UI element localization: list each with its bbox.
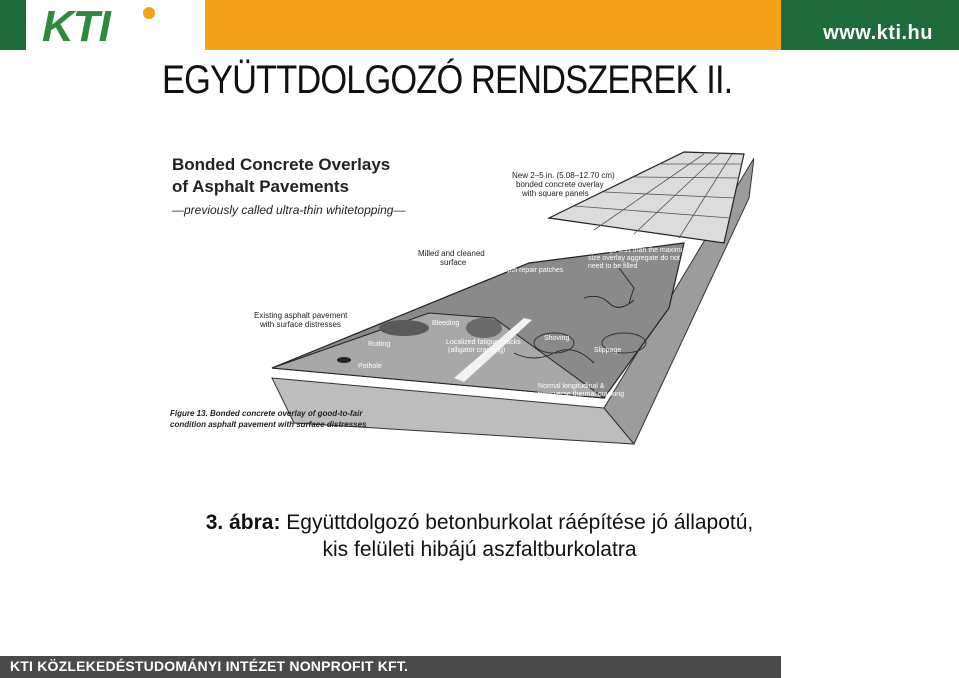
logo-area (0, 0, 205, 50)
header-bar (0, 0, 959, 50)
figure-heading-1: Bonded Concrete Overlays (172, 155, 391, 174)
orange-band (205, 0, 781, 50)
label-new-overlay-1: New 2–5 in. (5.08–12.70 cm) (512, 171, 615, 180)
caption-line-1 (0, 509, 959, 536)
label-normal-cracks-3: size overlay aggregate do not (588, 255, 680, 262)
label-normal-cracks-1: Normal cracks with (588, 239, 648, 246)
label-pothole: Pothole (358, 363, 382, 370)
label-normal-cracks-4: need to be filled (588, 263, 638, 270)
figure-subheading: —previously called ultra-thin whitetopping— (172, 203, 406, 217)
bleeding-patch (379, 320, 429, 336)
label-slippage: Slippage (594, 347, 622, 354)
label-bleeding: Bleeding (432, 320, 460, 327)
label-existing-1: Existing asphalt pavement (254, 311, 348, 320)
figure-caption-1: Figure 13. Bonded concrete overlay of good-to-fair (170, 409, 363, 418)
website-url: www.kti.hu (823, 22, 933, 44)
kti-logo: KTI (42, 2, 110, 51)
label-thermal-2: transverse thermal cracking (538, 391, 624, 398)
label-shoving: Shoving (544, 335, 570, 342)
url-band (781, 0, 959, 50)
label-milled-2: surface (440, 258, 467, 267)
label-full-depth: Full-depth repair patches (486, 267, 564, 274)
footer-bar (0, 656, 781, 678)
logo-strip (0, 0, 26, 50)
label-new-overlay-2: bonded concrete overlay (516, 180, 604, 189)
alligator-patch (466, 318, 502, 338)
pothole-patch (337, 357, 351, 363)
pavement-illustration (164, 148, 754, 448)
label-localized-2: (alligator cracking) (448, 347, 506, 354)
slide-caption (0, 509, 959, 563)
caption-line-2: kis felületi hibájú aszfaltburkolatra (322, 538, 637, 561)
caption-text-1: Együttdolgozó betonburkolat ráépítése jó állapotú, (280, 511, 754, 534)
logo-dot-icon (143, 7, 155, 19)
label-milled-1: Milled and cleaned (418, 249, 485, 258)
label-new-overlay-3: with square panels (522, 189, 589, 198)
caption-prefix: 3. ábra: (205, 511, 281, 534)
label-existing-2: with surface distresses (260, 320, 341, 329)
pavement-figure (164, 148, 754, 448)
slide-title: EGYÜTTDOLGOZÓ RENDSZEREK II. (162, 58, 733, 102)
figure-heading-2: of Asphalt Pavements (172, 177, 349, 196)
label-thermal-1: Normal longitudinal & (538, 383, 605, 390)
label-rutting: Rutting (368, 341, 391, 348)
footer-text: KTI KÖZLEKEDÉSTUDOMÁNYI INTÉZET NONPROFIT KFT. (10, 658, 409, 674)
label-normal-cracks-2: openings less than the maximum (588, 247, 691, 254)
figure-caption-2: condition asphalt pavement with surface distresses (170, 420, 367, 429)
label-localized-1: Localized fatigue cracks (446, 339, 521, 346)
